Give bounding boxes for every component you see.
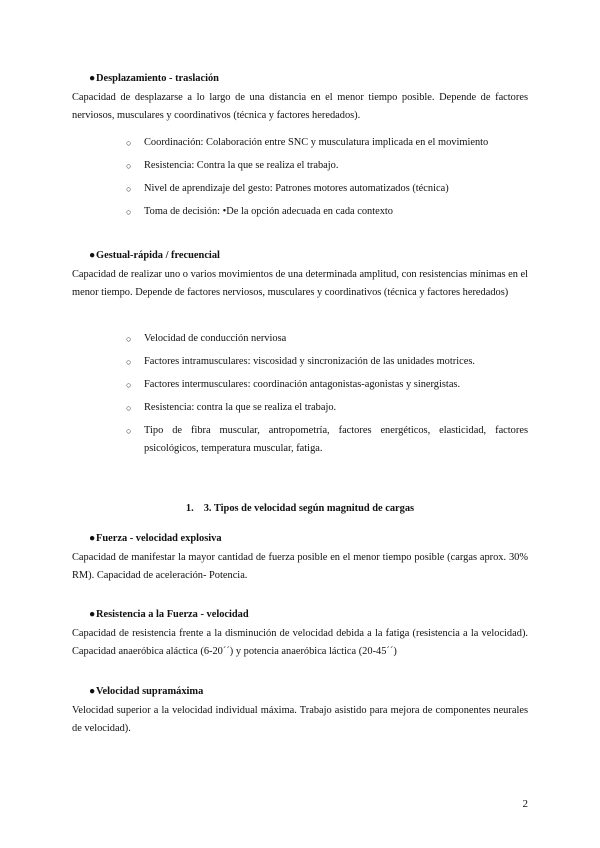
list-gestual [126,330,528,458]
list-item: ○ Resistencia: Contra la que se realiza el trabajo. [126,157,528,175]
bullet-icon: ● [89,533,96,544]
circle-bullet-icon: ○ [126,334,132,344]
paragraph-desplazamiento: Capacidad de desplazarse a lo largo de una distancia en el menor tiempo posible. Depende de factores nerviosos, musculares y coordinativos (técnica y factores heredados). [72,92,528,121]
paragraph-gestual: Capacidad de realizar uno o varios movimientos de una determinada amplitud, con resistencias mínimas en el menor tiempo. Depende de factores nerviosos, musculares y coordinativos (técnica y factores heredados) [72,269,528,298]
circle-bullet-icon: ○ [126,161,132,171]
list-item: ○ Toma de decisión: •De la opción adecuada en cada contexto [126,203,528,221]
paragraph-resistencia-fuerza: Capacidad de resistencia frente a la disminución de velocidad debida a la fatiga (resistencia a la velocidad). Capacidad anaeróbica aláctica (6-20´´) y potencia anaeróbica láctica (20-45´´) [72,628,528,657]
circle-bullet-icon: ○ [126,426,132,436]
paragraph-fuerza-velocidad: Capacidad de manifestar la mayor cantidad de fuerza posible en el menor tiempo posible (cargas aprox. 30% RM). Capacidad de aceleración- Potencia. [72,552,528,581]
list-item: ○ Nivel de aprendizaje del gesto: Patrones motores automatizados (técnica) [126,180,528,198]
paragraph-velocidad-supramaxima: Velocidad superior a la velocidad individual máxima. Trabajo asistido para mejora de componentes neurales de velocidad). [72,705,528,734]
heading-velocidad-supramaxima: ●Velocidad supramáxima [72,685,528,699]
bullet-icon: ● [89,250,96,261]
bullet-icon: ● [89,686,96,697]
circle-bullet-icon: ○ [126,357,132,367]
circle-bullet-icon: ○ [126,184,132,194]
circle-bullet-icon: ○ [126,138,132,148]
bullet-icon: ● [89,609,96,620]
list-item: ○ Factores intermusculares: coordinación antagonistas-agonistas y sinergistas. [126,376,528,394]
bullet-icon: ● [89,73,96,84]
circle-bullet-icon: ○ [126,403,132,413]
list-item: ○ Resistencia: contra la que se realiza el trabajo. [126,399,528,417]
heading-desplazamiento: ●Desplazamiento - traslación [72,72,528,86]
list-desplazamiento [126,134,528,221]
list-item: ○ Coordinación: Colaboración entre SNC y musculatura implicada en el movimiento [126,134,528,152]
circle-bullet-icon: ○ [126,380,132,390]
section-title: 1. 3. Tipos de velocidad según magnitud de cargas [185,503,415,514]
list-item: ○ Velocidad de conducción nerviosa [126,330,528,348]
heading-resistencia-fuerza: ●Resistencia a la Fuerza - velocidad [72,608,528,622]
list-item: ○ Tipo de fibra muscular, antropometría, factores energéticos, elasticidad, factores psicológicos, temperatura muscular, fatiga. [126,422,528,458]
page-number: 2 [522,798,528,810]
heading-gestual: ●Gestual-rápida / frecuencial [72,249,528,263]
heading-fuerza-velocidad: ●Fuerza - velocidad explosiva [72,532,528,546]
circle-bullet-icon: ○ [126,207,132,217]
list-item: ○ Factores intramusculares: viscosidad y sincronización de las unidades motrices. [126,353,528,371]
